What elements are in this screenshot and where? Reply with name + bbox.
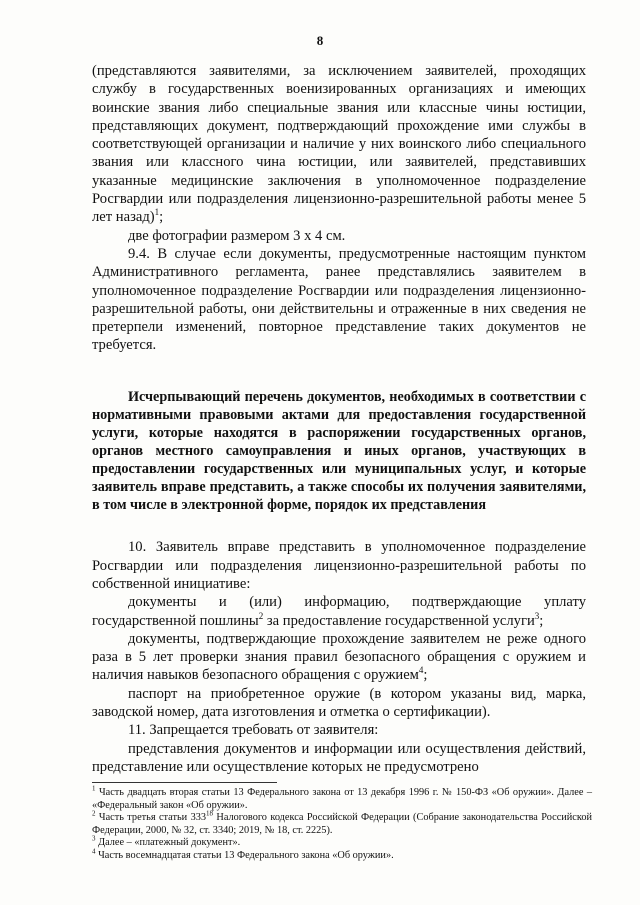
- paragraph-11: 11. Запрещается требовать от заявителя:: [128, 722, 379, 739]
- section-heading: Исчерпывающий перечень документов, необходимых в соответствии с нормативными правовыми актами для предоставления государственной услуги, которые находятся в распоряжении государственных органов, органов местного самоуправления и иных органов, участвующих в предоставлении государственных или муниципальных услуг, и которые заявитель вправе представить, а также способы их получения заявителями, в том числе в электронной форме, порядок их представления: [92, 388, 586, 514]
- page-number: 8: [316, 33, 324, 48]
- paragraph-prohibited-requirements: представления документов и информации или осуществления действий, представление или осуществление которых не предусмотрено: [92, 740, 586, 775]
- document-body: [92, 62, 586, 776]
- paragraph-medical-certificates: (представляются заявителями, за исключением заявителей, проходящих службу в государственных военизированных организациях и имеющих воинские звания либо специальные звания или классные чины юстиции, представляющих документ, подтверждающий прохождение ими службы в соответствующей организации и наличие у них воинского либо специального звания или классного чина юстиции, или заявителей, представивших указанные медицинские заключения в уполномоченное подразделение Росгвардии или подразделения лицензионно-разрешительной работы менее 5 лет назад)$^1$;: [92, 63, 586, 226]
- paragraph-9-4: 9.4. В случае если документы, предусмотренные настоящим пунктом Административного регламента, ранее представлялись заявителем в уполномоченное подразделение Росгвардии или подразделения лицензионно-разрешительной работы, они действительны и отраженные в них сведения не претерпели изменений, повторное представление таких документов не требуется.: [92, 245, 586, 354]
- paragraph-weapon-passport: паспорт на приобретенное оружие (в котором указаны вид, марка, заводской номер, дата изготовления и отметка о сертификации).: [92, 685, 586, 721]
- footnote-ref-4: 4: [418, 665, 424, 676]
- paragraph-state-fee: документы и (или) информацию, подтверждающие уплату государственной пошлины$^2$ за предоставление государственной услуги$^3$;: [92, 594, 586, 629]
- footnote-3: $^3$ Далее – «платежный документ».: [92, 834, 241, 849]
- paragraph-photos: две фотографии размером 3 х 4 см.: [128, 227, 346, 244]
- footnote-divider: [92, 782, 277, 783]
- footnote-1: $^1$ Часть двадцать вторая статьи 13 Федерального закона от 13 декабря 1996 г. № 150-ФЗ «Об оружии». Далее – «Федеральный закон «Об оружии».: [92, 784, 592, 811]
- footnote-4: $^4$ Часть восемнадцатая статьи 13 Федерального закона «Об оружии».: [92, 847, 394, 861]
- paragraph-safety-check: документы, подтверждающие прохождение заявителем не реже одного раза в 5 лет проверки знания правил безопасного обращения с оружием и наличия навыков безопасного обращения с оружием$^4$;: [92, 630, 586, 684]
- paragraph-10: 10. Заявитель вправе представить в уполномоченное подразделение Росгвардии или подразделения лицензионно-разрешительной работы по собственной инициативе:: [92, 539, 586, 592]
- footnote-ref-3: 3: [534, 610, 540, 621]
- footnote-2: $^2$ Часть третья статьи $333^{18}$ Налогового кодекса Российской Федерации (Собрание законодательства Российской Федерации, 2000, № 32, ст. 3340; 2019, № 18, ст. 2225).: [92, 809, 592, 836]
- footnote-ref-2: 2: [258, 610, 264, 621]
- footnotes: [92, 784, 592, 863]
- footnote-ref-1: 1: [154, 207, 160, 218]
